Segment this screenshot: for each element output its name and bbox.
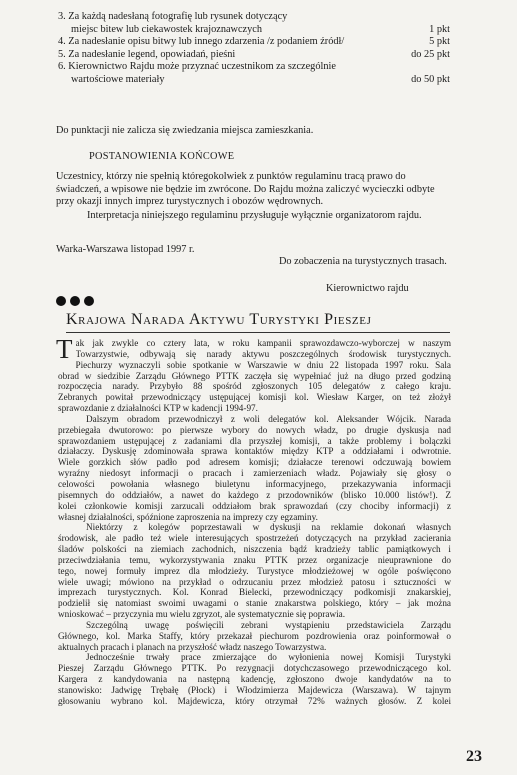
article-line: sprawozdaniem ustępującej z zadaniami dla przyszłej komisji, a także problemy i bolączki [58,435,451,446]
article-title: Krajowa Narada Aktywu Turystyki Pieszej [66,311,372,328]
article-line: stanowisko: Jadwigę Trębałę (Płock) i Włodzimierza Majdewicza (Warszawa). W tajnym [58,685,451,695]
article-line: śladów polskości na ziemiach zachodnich, niszczenia bądź kradzieży tablic pamiątkowych i [58,544,451,555]
article-line: Niektórzy z kolegów poprzestawali w dyskusji na reklamie dokonań własnych [86,522,451,533]
signature: Kierownictwo rajdu [326,283,409,294]
article-line: wnioskować – przyczynia mu wielu zgryzot, ale systematycznie się poprawia. [58,609,346,620]
article-line: obrad w siedzibie Zarządu Głównego PTTK zaczęła się wypełniać już na długo przed godziną [58,370,451,381]
article-line: Kargera z kandydowania na następną kadencję, zgłoszono dwoje kandydatów na to [58,674,451,685]
scoring-item: 5. Za nadesłanie legend, opowiadań, pieśni do 25 pkt [58,48,450,60]
article-line: imprezach turystycznych. Kol. Konrad Bielecki, przewodniczący podkomisji znakarskiej, [58,587,451,598]
scoring-list [58,11,450,87]
closing-greeting: Do zobaczenia na turystycznych trasach. [279,256,447,267]
final-provisions-paragraph [56,171,454,209]
title-underline [66,332,450,333]
article-line: Szczególną uwagę poświęcili zebrani wystąpieniu przedstawiciela Zarządu [86,619,451,630]
article-line: pisemnych do oddziałów, a nawet do każdego z przodowników (blisko 10.000 listów!). Z [58,489,451,500]
article-line: podzielił się natomiast swoimi uwagami o stanie znakarstwa polskiego, który – jak można [58,598,451,609]
article-line: Pieszej Zarządu Głównego PTTK. Po rezygnacji dotychczasowego przewodniczącego kol. [58,663,451,674]
article-line: przeciwdziałania temu, wykorzystywania znaku PTTK przez organizacje nieuprawnione do [58,554,451,565]
scoring-item: 4. Za nadesłanie opisu bitwy lub innego zdarzenia /z podaniem źródł/ 5 pkt [58,36,450,48]
scoring-note: Do punktacji nie zalicza się zwiedzania miejsca zamieszkania. [56,125,314,136]
scoring-item: wartościowe materiały do 50 pkt [71,73,450,85]
article-line: środowisk, ale padło też wiele interesujących spostrzeżeń dotyczących na przykład zacierania [58,533,451,544]
article-line: aktualnych pracach i planach na przyszłość władz naszego Towarzystwa. [58,641,327,652]
drop-cap: T [56,334,73,364]
article-line: własnej działalności, spóźnione zaproszenia na imprezy czy egzaminy. [58,511,318,522]
article-line: wyraźny niedosyt informacji o pracach i zamierzeniach władz. Pojawiały się głosy o [58,468,451,479]
article-line: głosowaniu wybrano kol. Majdewicza, który otrzymał 72% ważnych głosów. Z kolei [58,695,451,706]
article-line: Zebranych powitał przewodniczący ustępującej komisji kol. Wiesław Karger, on też złożył [58,392,451,403]
article-line: Piechurzy wyznaczyli sobie spotkanie w Warszawie w dniu 22 listopada 1997 roku. Sala [75,359,451,370]
article-line: przebiegała dwutorowo: po pierwsze wybory do nowych władz, po drugie dyskusja nad [58,424,451,435]
article-line: wiele uwagi; mówiono na przykład o odrzucaniu przez młodzież patosu i sztuczności w [58,576,451,587]
article-line: kolei członkowie komisji zarzucali oddziałom brak sprawozdań (czy chociby informacji) z [58,500,451,511]
place-date: Warka-Warszawa listopad 1997 r. [56,244,195,255]
article-body [56,334,451,707]
article-line: ak jak zwykle co cztery lata, w roku kampanii sprawozdawczo-wyborczej w naszym [75,338,451,348]
page-number: 23 [466,748,482,765]
paragraph-line: świadczeń, a wpisowe nie będzie im zwrócone. Do Rajdu można zaliczyć wycieczki odbyte [56,183,435,195]
section-heading: POSTANOWIENIA KOŃCOWE [89,151,235,162]
scoring-item: 3. Za każdą nadesłaną fotografię lub rysunek dotyczący [58,11,288,22]
article-line: Dalszym obradom przewodniczył z woli delegatów kol. Aleksander Wójcik. Narada [86,413,451,424]
paragraph-line: Uczestnicy, którzy nie spełnią któregokolwiek z punktów regulaminu tracą prawo do [56,171,406,182]
article-line: sprawozdanie z działalności KTP w kadencji 1994-97. [58,403,258,414]
bullet-dot [70,296,80,306]
article-line: działaczy. Dyskusję zdominowała sprawa kontaktów między KTP a oddziałami i odwrotnie. [58,446,451,457]
article-line: Jednocześnie trwały prace zmierzające do wyłonienia nowej Komisji Turystyki [86,652,451,663]
bullet-dot [84,296,94,306]
interpretation-paragraph: Interpretacja niniejszego regulaminu przysługuje wyłącznie organizatorom rajdu. [87,210,422,221]
paragraph-line: przy okazji innych imprez turystycznych i obozów wędrownych. [56,196,324,208]
article-line: tego, nowej formuły imprez dla młodzieży. Turystyce młodzieżowej w ogóle poświęcono [58,565,451,576]
scoring-item: 6. Kierownictwo Rajdu może przyznać uczestnikom za szczególnie [58,61,336,73]
article-line: celowości powołania własnego biuletynu informacyjnego, przekazywania informacji [58,478,451,489]
bullet-dot [56,296,66,306]
article-line: Towarzystwie, odbywają się narady aktywu poszczególnych środowisk turystycznych. [75,348,451,359]
article-line: rozpoczęcia narady. Przybyło 88 spośród zgłoszonych 105 delegatów z całego kraju. [58,381,451,392]
article-line: Wiele gorzkich słów padło pod adresem komisji; działacze terenowi odczuwają bowiem [58,457,451,468]
article-line: Głównego, kol. Marka Staffy, który przekazał piechurom pozdrowienia oraz poinformował o [58,630,451,641]
scoring-item: miejsc bitew lub ciekawostek krajoznawczych 1 pkt [71,23,450,35]
section-divider-dots [56,296,94,306]
